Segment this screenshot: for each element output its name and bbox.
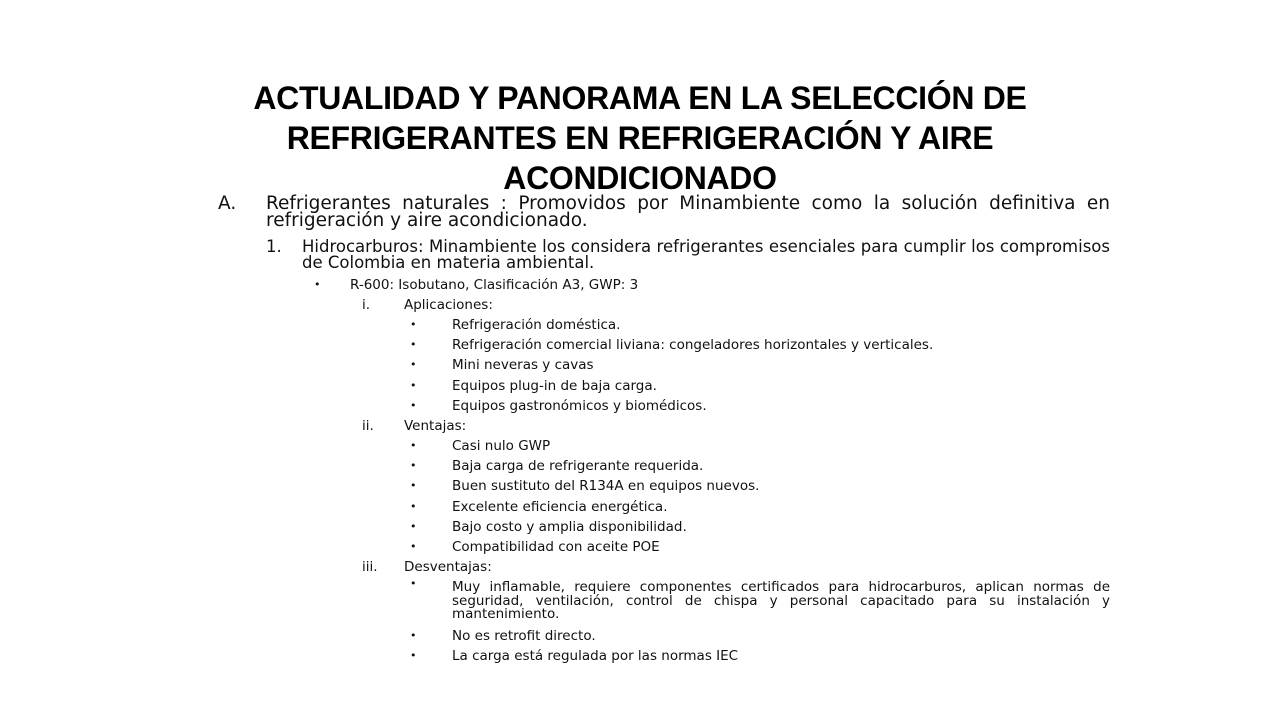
list-item bbox=[410, 376, 1110, 396]
list-item bbox=[410, 626, 1110, 646]
subsection-1 bbox=[266, 239, 1110, 275]
section-marker: A. bbox=[218, 193, 237, 214]
list-item bbox=[410, 577, 1110, 626]
list-item-text: La carga está regulada por las normas IEC bbox=[452, 647, 739, 664]
bullet-icon: • bbox=[410, 439, 417, 453]
list-item bbox=[410, 537, 1110, 557]
list-item-text: No es retrofit directo. bbox=[452, 627, 596, 644]
section-text: Refrigerantes naturales : Promovidos por Minambiente como la solución definitiva en refrigeración y aire acondicionado. bbox=[266, 193, 1110, 231]
list-item bbox=[410, 355, 1110, 375]
group-heading bbox=[362, 557, 1110, 577]
subsection-text: Hidrocarburos: Minambiente los considera refrigerantes esenciales para cumplir los compromisos de Colombia en materia ambiental. bbox=[302, 237, 1110, 272]
list-item-text: Equipos gastronómicos y biomédicos. bbox=[452, 397, 707, 414]
roman-marker: ii. bbox=[362, 418, 374, 435]
bullet-icon: • bbox=[410, 358, 417, 372]
refrigerant-line bbox=[314, 275, 1110, 295]
list-item-text: Refrigeración comercial liviana: congeladores horizontales y verticales. bbox=[452, 337, 934, 354]
list-item bbox=[410, 335, 1110, 355]
roman-marker: i. bbox=[362, 297, 371, 313]
bullet-icon: • bbox=[410, 398, 417, 412]
bullet-icon: • bbox=[410, 459, 417, 473]
roman-marker: iii. bbox=[362, 559, 378, 576]
list-item bbox=[410, 396, 1110, 416]
bullet-icon: • bbox=[410, 338, 417, 352]
bullet-icon: • bbox=[410, 648, 417, 662]
list-item bbox=[410, 456, 1110, 476]
bullet-icon: • bbox=[410, 540, 417, 554]
list-item-text: Equipos plug-in de baja carga. bbox=[452, 377, 657, 394]
list-item bbox=[410, 517, 1110, 537]
list-item bbox=[410, 315, 1110, 335]
groups-list bbox=[218, 295, 1110, 666]
list-item-text: Muy inflamable, requiere componentes certificados para hidrocarburos, aplican normas de seguridad, ventilación, control de chispa y personal capacitado para su instalación y mantenimiento. bbox=[452, 579, 1110, 623]
list-item-text: Bajo costo y amplia disponibilidad. bbox=[452, 518, 687, 535]
group-heading-text: Desventajas: bbox=[404, 559, 492, 576]
group-heading bbox=[362, 295, 1110, 315]
section-a bbox=[218, 195, 1110, 239]
bullet-icon: • bbox=[314, 278, 321, 291]
bullet-icon: • bbox=[410, 378, 417, 392]
refrigerant-text: R-600: Isobutano, Clasificación A3, GWP: 3 bbox=[350, 277, 639, 293]
slide-content bbox=[218, 195, 1110, 666]
group-heading-text: Aplicaciones: bbox=[404, 297, 493, 313]
group-heading-text: Ventajas: bbox=[404, 418, 467, 435]
list-item-text: Refrigeración doméstica. bbox=[452, 317, 621, 333]
slide-title: ACTUALIDAD Y PANORAMA EN LA SELECCIÓN DE REFRIGERANTES EN REFRIGERACIÓN Y AIRE ACONDICIONADO bbox=[253, 80, 1027, 196]
bullet-icon: • bbox=[410, 519, 417, 533]
list-item-text: Casi nulo GWP bbox=[452, 438, 551, 455]
list-item bbox=[410, 436, 1110, 456]
bullet-icon: • bbox=[410, 577, 417, 591]
list-item bbox=[410, 497, 1110, 517]
group-heading bbox=[362, 416, 1110, 436]
list-item-text: Baja carga de refrigerante requerida. bbox=[452, 458, 704, 475]
subsection-marker: 1. bbox=[266, 237, 282, 256]
bullet-icon: • bbox=[410, 499, 417, 513]
bullet-icon: • bbox=[410, 628, 417, 642]
bullet-icon: • bbox=[410, 318, 417, 331]
list-item-text: Buen sustituto del R134A en equipos nuevos. bbox=[452, 478, 760, 495]
list-item-text: Excelente eficiencia energética. bbox=[452, 498, 668, 515]
bullet-icon: • bbox=[410, 479, 417, 493]
list-item bbox=[410, 646, 1110, 666]
list-item-text: Mini neveras y cavas bbox=[452, 357, 594, 374]
list-item-text: Compatibilidad con aceite POE bbox=[452, 539, 660, 556]
list-item bbox=[410, 476, 1110, 496]
